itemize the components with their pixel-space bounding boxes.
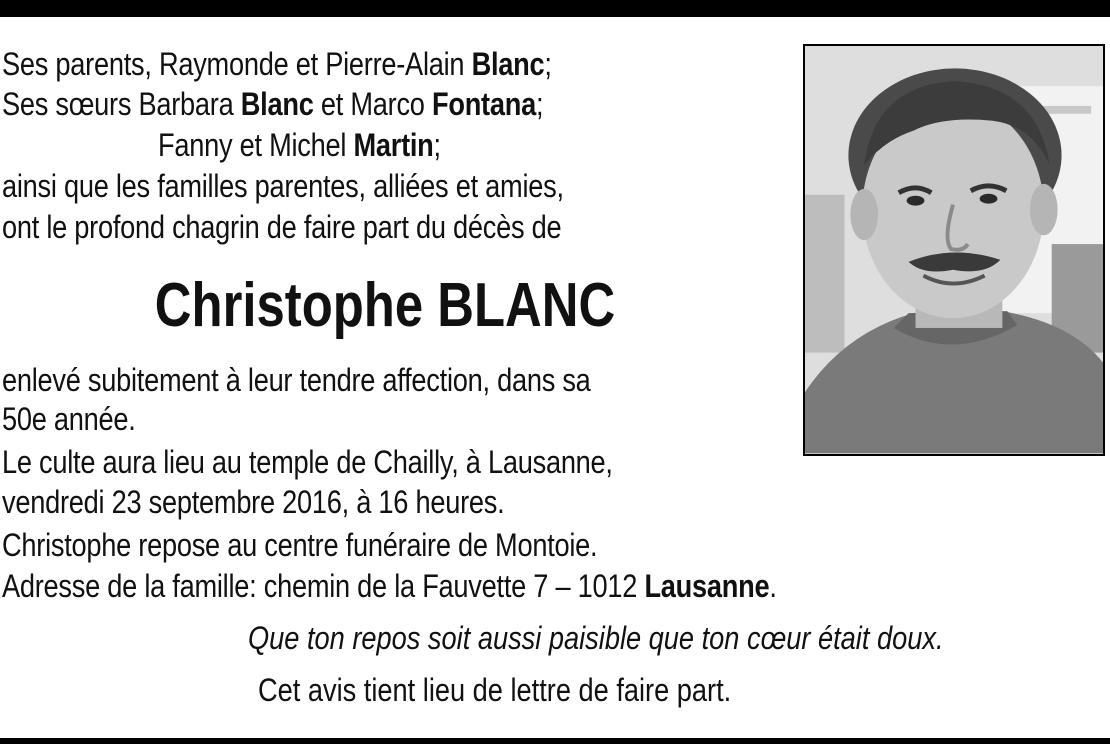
closing-quote: Que ton repos soit aussi paisible que ton cœur était doux.: [248, 620, 944, 656]
city-lausanne: Lausanne: [644, 568, 770, 604]
family-line-relatives: ainsi que les familles parentes, alliées et amies,: [2, 168, 564, 204]
details-line-address: Adresse de la famille: chemin de la Fauvette 7 – 1012 Lausanne.: [2, 568, 777, 604]
family-line-announcement: ont le profond chagrin de faire part du décès de: [2, 209, 562, 245]
portrait-icon: [805, 46, 1103, 454]
surname-fontana: Fontana: [431, 86, 536, 122]
details-line-service-date: vendredi 23 septembre 2016, à 16 heures.: [2, 484, 505, 520]
bottom-border-rule: [0, 738, 1110, 744]
deceased-name: Christophe BLANC: [154, 271, 616, 340]
notice-footnote: Cet avis tient lieu de lettre de faire part.: [258, 672, 732, 708]
details-line-repose: Christophe repose au centre funéraire de Montoie.: [2, 527, 598, 563]
family-line-martin: Fanny et Michel Martin;: [158, 127, 441, 163]
surname-blanc-2: Blanc: [240, 86, 314, 122]
portrait-photo: [803, 44, 1105, 456]
details-line-service-place: Le culte aura lieu au temple de Chailly, à Lausanne,: [2, 444, 613, 480]
details-line-age: 50e année.: [2, 401, 136, 437]
family-line-sisters: Ses sœurs Barbara Blanc et Marco Fontana;: [2, 86, 544, 122]
surname-blanc: Blanc: [471, 46, 545, 82]
surname-martin: Martin: [353, 127, 434, 163]
top-border-rule: [0, 0, 1110, 17]
details-line-passing: enlevé subitement à leur tendre affection, dans sa: [2, 362, 591, 398]
family-line-parents: Ses parents, Raymonde et Pierre-Alain Blanc;: [2, 46, 552, 82]
